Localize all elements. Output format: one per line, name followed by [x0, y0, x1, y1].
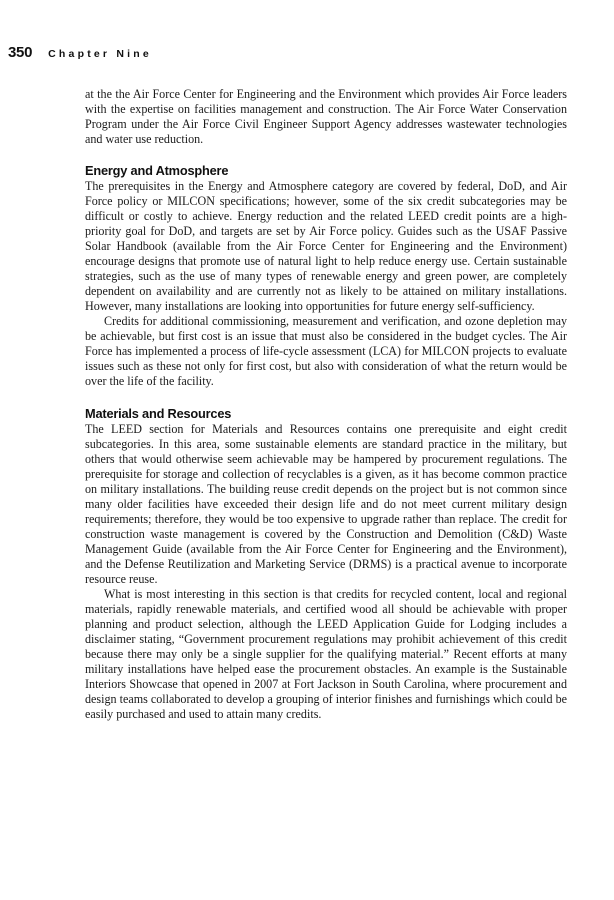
materials-paragraph-1: The LEED section for Materials and Resources contains one prerequisite and eight credit subcategories. In this area, some sustainable elements are standard practice in the military, but others that would otherwise seem achievable may be hampered by procurement regulations. The prerequisite for storage and collection of recyclables is a given, as it has become common practice on military installations. The building reuse credit depends on the project but is not common since many older facilities have exceeded their design life and do not meet current military design requirements; therefore, they would be too expensive to upgrade rather than replace. The credit for construction waste management is covered by the Construction and Demolition (C&D) Waste Management Guide (available from the Air Force Center for Engineering and the Environment), and the Defense Reutilization and Marketing Service (DRMS) is a practical avenue to incorporate resource reuse.	[85, 422, 567, 586]
chapter-title: Chapter Nine	[48, 48, 152, 60]
section-spacer	[85, 389, 567, 406]
materials-resources-heading: Materials and Resources	[85, 406, 232, 421]
page-body	[85, 87, 567, 722]
intro-paragraph: at the the Air Force Center for Engineering and the Environment which provides Air Force leaders with the expertise on facilities management and construction. The Air Force Water Conservation Program under the Air Force Civil Engineer Support Agency addresses wastewater technologies and water use reduction.	[85, 87, 567, 146]
section-spacer	[85, 147, 567, 163]
energy-paragraph-1: The prerequisites in the Energy and Atmosphere category are covered by federal, DoD, and Air Force policy or MILCON specifications; however, some of the six credit subcategories may be difficult or costly to achieve. Energy reduction and the related LEED credit points are a high-priority goal for DoD, and targets are set by Air Force policy. Guides such as the USAF Passive Solar Handbook (available from the Air Force Center for Engineering and the Environment) encourage designs that promote use of natural light to help reduce energy use. Certain sustainable strategies, such as the use of many types of renewable energy and green power, are completely dependent on availability and are currently not as likely to be attained on military installations. However, many installations are looking into opportunities for future energy self-sufficiency.	[85, 179, 567, 313]
running-header	[8, 44, 152, 64]
page-number: 350	[8, 44, 33, 61]
energy-atmosphere-heading: Energy and Atmosphere	[85, 163, 229, 178]
energy-paragraph-2: Credits for additional commissioning, measurement and verification, and ozone depletion may be achievable, but first cost is an issue that must also be considered in the budget cycles. The Air Force has implemented a process of life-cycle assessment (LCA) for MILCON projects to evaluate issues such as these not only for first cost, but also with consideration of what the return would be over the life of the facility.	[85, 314, 567, 388]
materials-paragraph-2: What is most interesting in this section is that credits for recycled content, local and regional materials, rapidly renewable materials, and certified wood all should be achievable with proper planning and product selection, although the LEED Application Guide for Lodging includes a disclaimer stating, “Government procurement regulations may prohibit achievement of this credit because there may only be a single supplier for the qualifying material.” Recent efforts at many military installations have helped ease the procurement obstacles. An example is the Sustainable Interiors Showcase that opened in 2007 at Fort Jackson in South Carolina, where procurement and design teams collaborated to develop a grouping of interior finishes and furnishings which could be easily purchased and used to attain many credits.	[85, 587, 567, 721]
